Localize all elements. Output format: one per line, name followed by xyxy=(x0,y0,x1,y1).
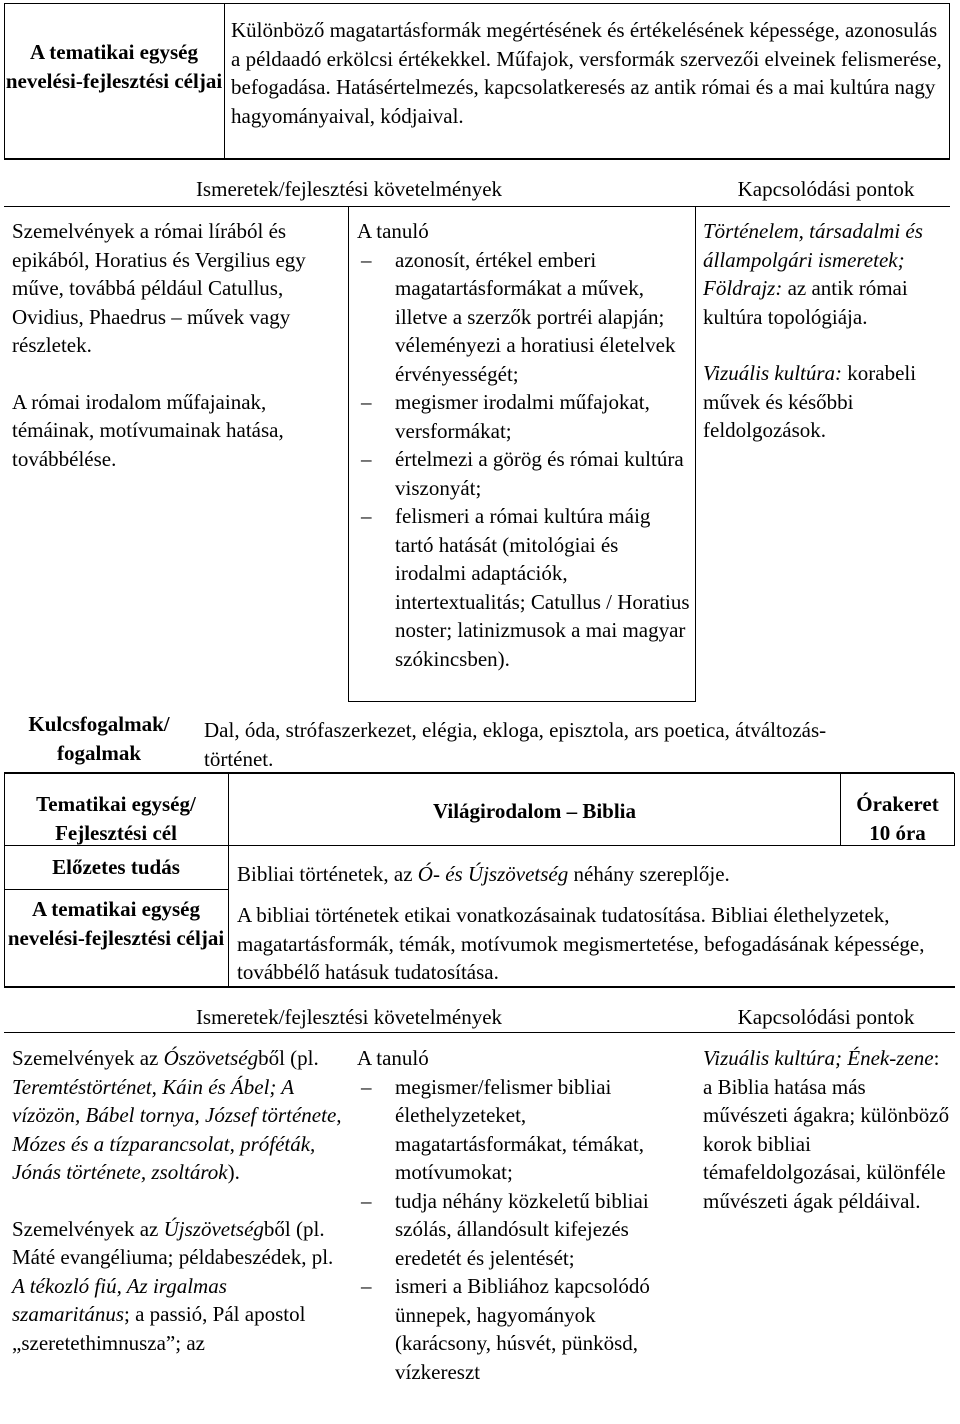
key-concepts-text: Dal, óda, strófaszerkezet, elégia, ekloga, episztola, ars poetica, átváltozás-történet. xyxy=(204,718,827,771)
student-label: A tanuló xyxy=(357,219,429,243)
goals-label: A tematikai egység nevelési-fejlesztési céljai xyxy=(5,40,223,93)
connection-paragraph: Vizuális kultúra: korabeli művek és későbbi feldolgozások. xyxy=(703,361,917,442)
goals-text: A bibliai történetek etikai vonatkozásainak tudatosítása. Bibliai élethelyzetek, magatartásformák, témák, motívumok megismertetése, befogadásának képessége, továbbélő hatásuk tudatosítása. xyxy=(237,903,925,984)
connections-column xyxy=(703,217,953,445)
connection-paragraph: Vizuális kultúra; Ének-zene: a Biblia hatása más művészeti ágakra; különböző korok bibliai témafeldolgozásai, különféle művészeti ágak példáival. xyxy=(703,1046,950,1213)
key-concepts-label: Kulcsfogalmak/ fogalmak xyxy=(28,712,170,765)
goals-label: A tematikai egység nevelési-fejlesztési céljai xyxy=(7,897,225,950)
list-item: – felismeri a római kultúra máig tartó hatását (mitológiai és irodalmi adaptációk, intertextualitás; Catullus / Horatius noster; latinizmusok a mai magyar szókincsben). xyxy=(361,504,690,671)
dash-bullet: – xyxy=(361,447,372,471)
requirements-header: Ismeretek/fejlesztési követelmények xyxy=(195,177,503,201)
dash-bullet: – xyxy=(361,1074,372,1099)
hours-value: 10 óra xyxy=(869,820,926,845)
prior-knowledge-text: Bibliai történetek, az Ó- és Újszövetség néhány szereplője. xyxy=(237,862,730,886)
hours-box xyxy=(841,790,954,847)
connection-paragraph: Történelem, társadalmi és állampolgári ismeretek; Földrajz: az antik római kultúra topológiája. xyxy=(703,219,923,329)
requirements-column xyxy=(357,217,693,673)
requirements-header: Ismeretek/fejlesztési követelmények xyxy=(195,1005,503,1029)
student-label: A tanuló xyxy=(357,1046,429,1070)
list-item: – azonosít, értékel emberi magatartásformákat a művek, illetve a szerzők portréi alapján; véleményezi a horatiusi életelvek érvényességét; xyxy=(361,247,676,386)
list-item: – megismer/felismer bibliai élethelyzeteket, magatartásformákat, témákat, motívumokat; xyxy=(361,1074,644,1184)
list-item: – értelmezi a görög és római kultúra viszonyát; xyxy=(361,447,684,500)
connections-column xyxy=(703,1044,953,1215)
content-paragraph: Szemelvények az Újszövetségből (pl. Máté evangéliuma; példabeszédek, pl. A tékozló fiú, Az irgalmas szamaritánus; a passió, Pál apostol „szeretethimnusza”; az xyxy=(12,1216,334,1355)
list-item: – ismeri a Bibliához kapcsolódó ünnepek, hagyományok (karácsony, húsvét, pünkösd, vízkereszt xyxy=(361,1274,650,1384)
hours-label: Órakeret xyxy=(856,792,939,816)
content-paragraph: A római irodalom műfajainak, témáinak, motívumainak hatása, továbbélése. xyxy=(12,389,284,471)
dash-bullet: – xyxy=(361,390,372,414)
list-item: – tudja néhány közkeletű bibliai szólás, állandósult kifejezés eredetét és jelentését; xyxy=(361,1188,649,1270)
requirements-column xyxy=(357,1044,693,1386)
dash-bullet: – xyxy=(361,1188,372,1213)
requirements-list xyxy=(357,246,693,674)
content-paragraph: Szemelvények a római lírából és epikából, Horatius és Vergilius egy műve, továbbá például Catullus, Ovidius, Phaedrus – művek vagy részletek. xyxy=(12,219,306,357)
requirements-list xyxy=(357,1073,693,1387)
content-column xyxy=(12,217,342,473)
content-column xyxy=(12,1044,342,1357)
list-item: – megismer irodalmi műfajokat, versformákat; xyxy=(361,390,650,443)
prior-knowledge-label: Előzetes tudás xyxy=(52,855,180,879)
connections-header: Kapcsolódási pontok xyxy=(737,177,915,201)
content-paragraph: Szemelvények az Ószövetségből (pl. Teremtéstörténet, Káin és Ábel; A vízözön, Bábel tornya, József története, Mózes és a tízparancsolat, próféták, Jónás története, zsoltárok). xyxy=(12,1046,342,1184)
dash-bullet: – xyxy=(361,504,372,528)
unit-title: Világirodalom – Biblia xyxy=(432,799,637,823)
unit-label: Tematikai egység/ Fejlesztési cél xyxy=(36,792,196,845)
dash-bullet: – xyxy=(361,1274,372,1298)
connections-header: Kapcsolódási pontok xyxy=(737,1005,915,1029)
goals-text: Különböző magatartásformák megértésének és értékelésének képessége, azonosulás a példaadó erkölcsi értékekkel. Műfajok, versformák szervezői elveinek felismerése, befogadása. Hatásértelmezés, kapcsolatkeresés az antik római és a mai kultúra nagy hagyományaival, kódjaival. xyxy=(231,18,942,128)
dash-bullet: – xyxy=(361,247,372,272)
